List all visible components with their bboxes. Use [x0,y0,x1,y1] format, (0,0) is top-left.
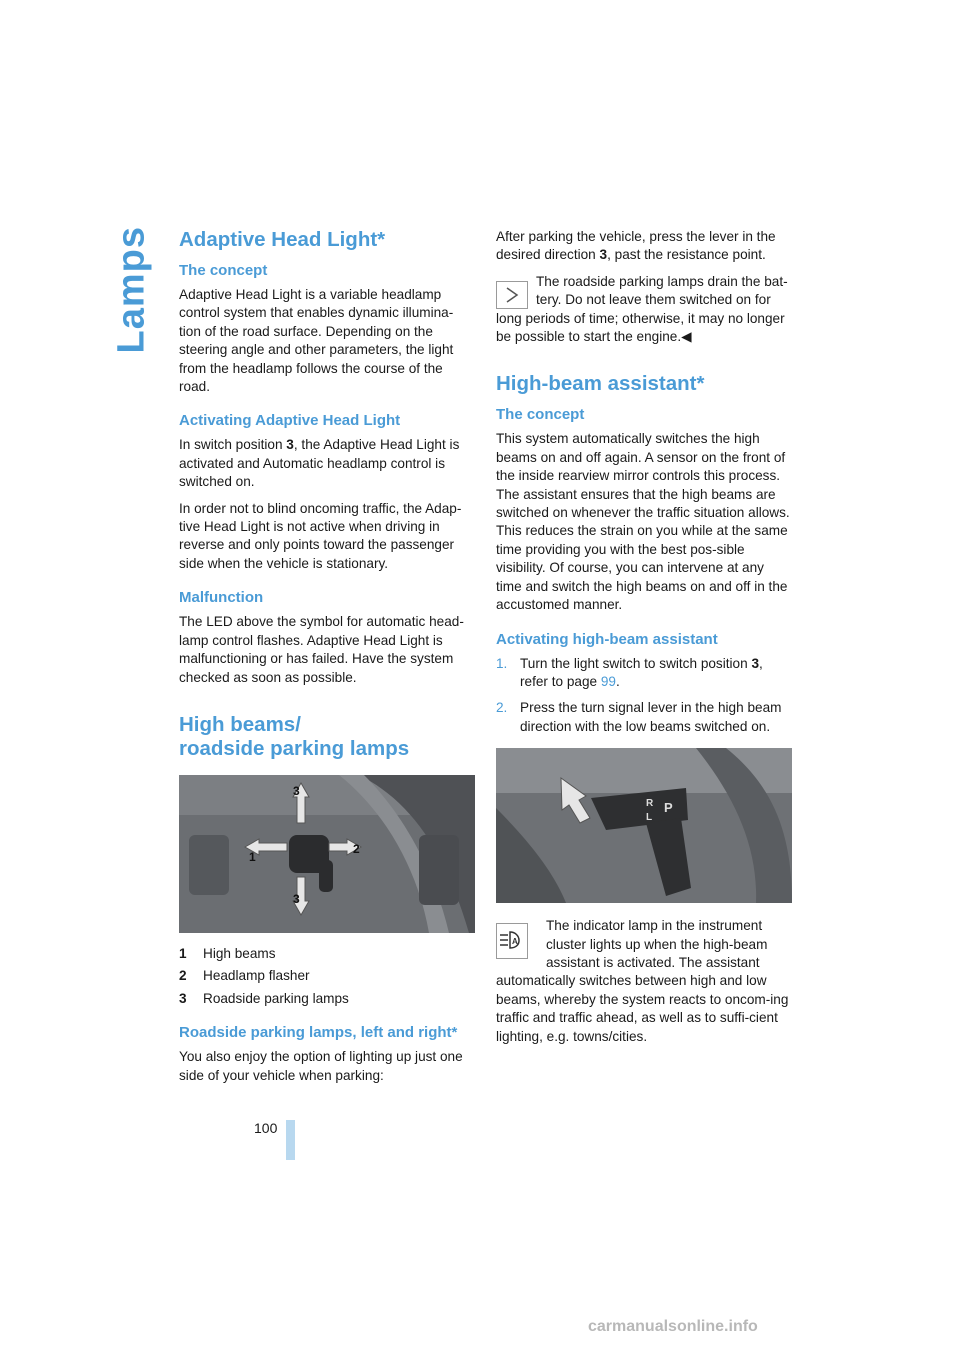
caption-text: High beams [203,945,276,961]
step-number: 2. [496,700,508,716]
left-column [179,228,475,1093]
paragraph-concept: Adaptive Head Light is a variable headlamp control system that enables dynamic illumina-tion of the road surface. Depending on the steering angle and other parameters, the light from the headlamp follows the course of the road. [179,287,454,395]
lever-photo [179,775,475,933]
svg-text:2: 2 [353,841,360,856]
step-item [496,655,792,692]
step-item [496,699,792,736]
text-run: Turn the light switch to switch position [520,655,752,671]
high-beam-assistant-glyph [497,924,527,958]
paragraph-malfunction: The LED above the symbol for automatic head-lamp control flashes. Adaptive Head Light is malfunctioning or has failed. Have the system checked as soon as possible. [179,614,464,685]
activation-steps [496,655,792,737]
svg-text:1: 1 [249,849,256,864]
text-run: refer to page [520,673,601,689]
caption-number: 3 [179,990,187,1006]
position-ref: 3 [751,655,760,671]
text-run: . [615,673,620,689]
subheading-concept: The concept [179,262,268,279]
caption-item [179,943,475,966]
caution-note [496,273,792,310]
high-beam-assistant-icon [496,923,528,959]
indicator-note [496,917,792,972]
turn-signal-illustration [496,748,792,903]
lever-illustration [179,775,475,933]
svg-text:A: A [512,937,518,947]
paragraph-roadside-parking: You also enjoy the option of lighting up just one side of your vehicle when parking: [179,1049,463,1083]
page-number: 100 [254,1120,278,1136]
svg-text:P: P [664,800,673,816]
subheading-activating-assistant: Activating high-beam assistant [496,630,718,648]
right-column [496,228,792,1054]
svg-text:3: 3 [293,783,300,798]
caption-item [179,988,475,1011]
caption-item [179,965,475,988]
text-run: , the Adaptive Head Light is activated and Automatic headlamp control is switched on. [179,437,460,490]
svg-text:R: R [646,798,654,810]
svg-text:L: L [646,812,653,824]
caption-list [179,943,475,1011]
caption-text: Roadside parking lamps [203,990,349,1006]
paragraph-after-parking [496,228,792,265]
position-ref: 3 [599,247,608,263]
svg-text:3: 3 [293,891,300,906]
indicator-text-line1: The indicator lamp in the instrument cluster lights up when the high-beam assistant is activated. The assistant [546,918,768,970]
chapter-title [110,226,153,354]
text-run: In switch position [179,437,287,453]
paragraph-activating-2: In order not to blind oncoming traffic, the Adap-tive Head Light is not active when driving in reverse and only points toward the passenger side when the vehicle is stationary. [179,500,462,571]
chapter-title-text: Lamps [110,226,153,354]
paragraph-assistant-concept: This system automatically switches the high beams on and off again. A sensor on the front of the inside rearview mirror controls this process. The assistant ensures that the high beams are switched on whenever the traffic situation allows. This reduces the strain on you while at the same time providing you with the best pos-sible visibility. Of course, you can intervene at any time and switch the high beams on and off in the accustomed manner. [496,431,790,613]
heading-high-beams [179,713,475,761]
caption-number: 1 [179,945,187,961]
page-link[interactable]: 99 [600,673,616,689]
caution-arrow-glyph [497,282,527,308]
heading-high-beam-assistant: High-beam assistant* [496,372,705,396]
position-ref: 3 [286,437,294,453]
heading-adaptive-head-light: Adaptive Head Light* [179,228,386,251]
text-run: After parking the vehicle, press the lever in the desired direction [496,229,776,263]
caption-number: 2 [179,968,187,984]
subheading-activating-ahl: Activating Adaptive Head Light [179,412,401,430]
text-run: , past the resistance point. [607,247,766,263]
subheading-roadside-parking: Roadside parking lamps, left and right* [179,1024,458,1042]
heading-line-1: High beams/ [179,712,301,736]
indicator-text-line2: automatically switches between high and low beams, whereby the system reacts to oncom-ing traffic and traffic ahead, as well as to suffi-cient lighting, e.g. towns/cities. [496,973,789,1044]
turn-signal-lever-photo [496,748,792,903]
subheading-concept-assistant: The concept [496,406,585,424]
caption-text: Headlamp flasher [203,968,310,984]
text-run: Press the turn signal lever in the high beam direction with the low beams switched on. [520,700,782,734]
step-number: 1. [496,655,508,671]
subheading-malfunction: Malfunction [179,589,264,607]
heading-line-2: roadside parking lamps [179,736,410,760]
caution-triangle-icon [496,281,528,309]
watermark: carmanualsonline.info [588,1318,758,1335]
paragraph-activating-1 [179,436,475,491]
text-run: , [759,655,763,671]
page-number-bar [286,1120,295,1160]
caution-text-line2: long periods of time; otherwise, it may no longer be possible to start the engine.◀ [496,310,785,345]
caution-text-line1: The roadside parking lamps drain the bat-tery. Do not leave them switched on for [536,273,788,308]
